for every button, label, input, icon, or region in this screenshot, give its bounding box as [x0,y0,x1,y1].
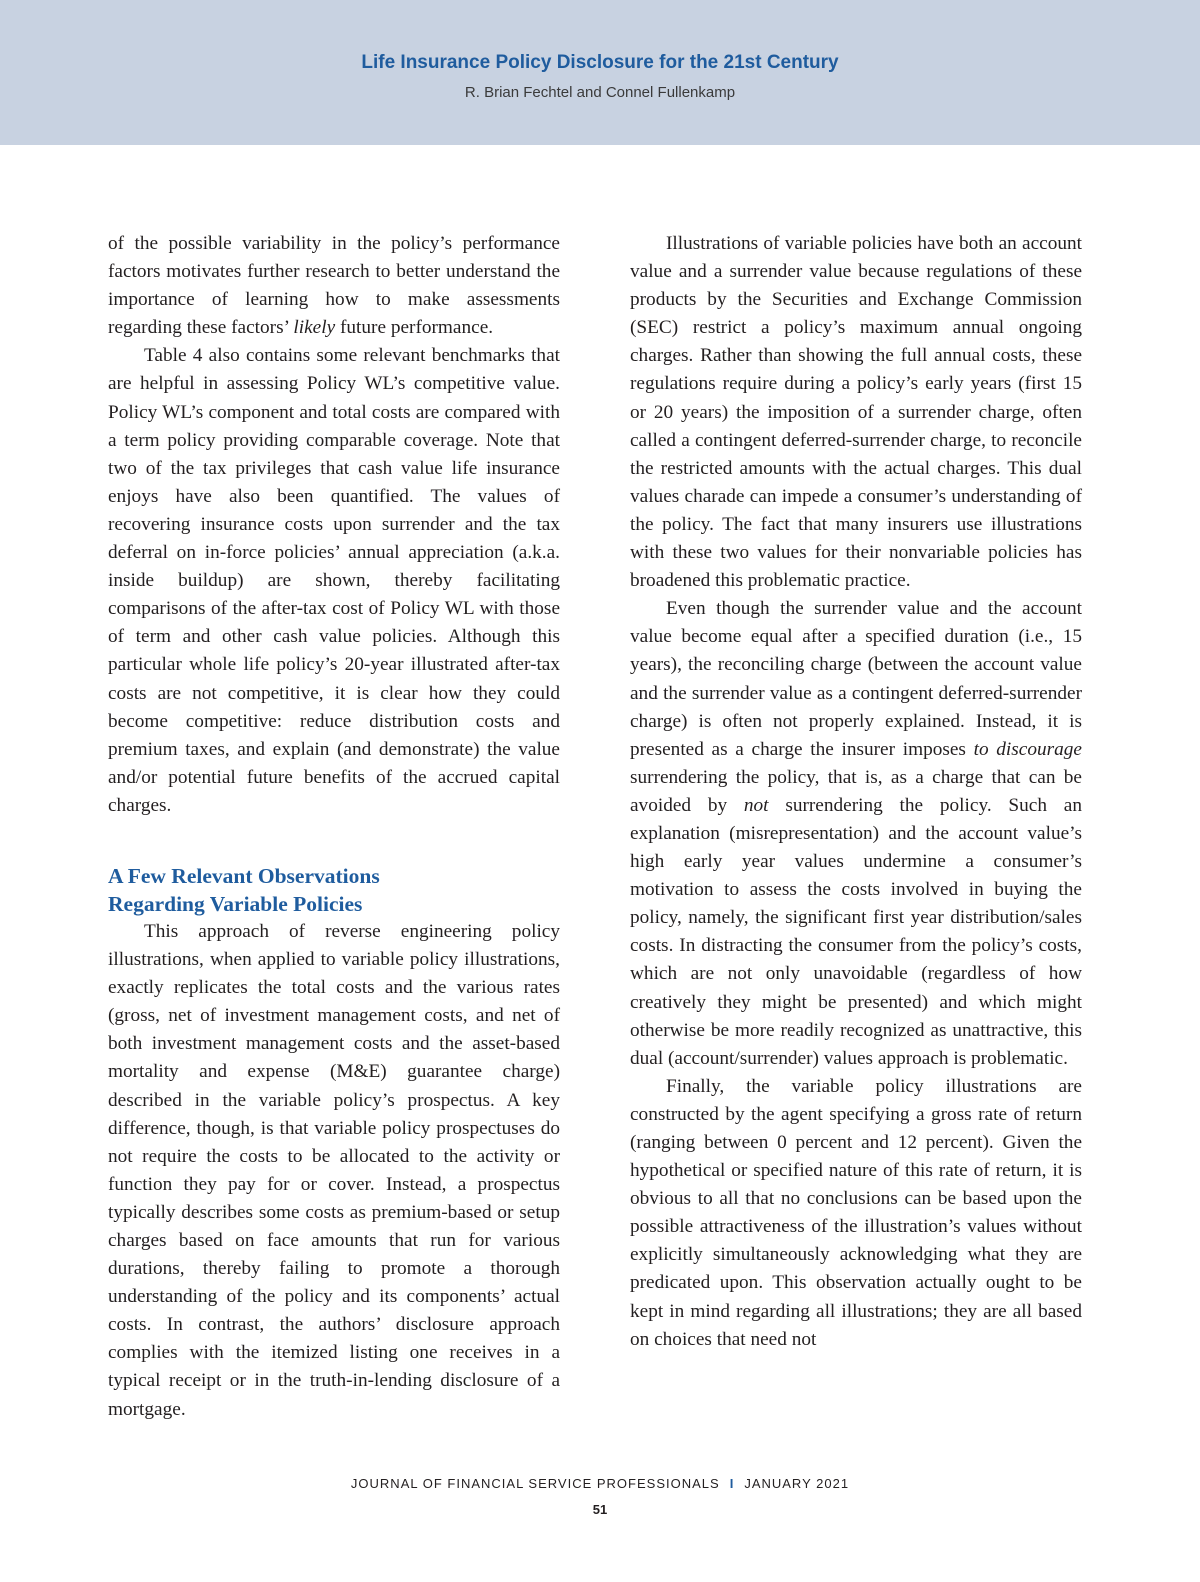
page-number: 51 [592,1502,608,1517]
left-column [108,230,560,1424]
article-authors: R. Brian Fechtel and Connel Fullenkamp [464,84,736,101]
left-paragraph-2: Table 4 also contains some relevant benchmarks that are helpful in assessing Policy WL’s competitive value. Policy WL’s component and total costs are compared with a term policy providing comparable coverage. Note that two of the tax privileges that cash value life insurance enjoys have also been quantified. The values of recovering insurance costs upon surrender and the tax deferral on in-force policies’ annual appreciation (a.k.a. inside buildup) are shown, thereby facilitating comparisons of the after-tax cost of Policy WL with those of term and other cash value policies. Although this particular whole life policy’s 20-year illustrated after-tax costs are not competitive, it is clear how they could become competitive: reduce distribution costs and premium taxes, and explain (and demonstrate) the value and/or potential future benefits of the accrued capital charges. [108,345,560,816]
article-title: Life Insurance Policy Disclosure for the 21st Century [361,52,839,73]
left-paragraph-1: of the possible variability in the policy’s performance factors motivates further research to better understand the importance of learning how to make assessments regarding these factors’ likely future performance. [108,233,560,339]
emphasis-likely: likely [293,317,336,339]
footer-journal-line [0,1476,1200,1491]
journal-name: JOURNAL OF FINANCIAL SERVICE PROFESSIONALS [350,1476,720,1491]
right-column [630,230,1082,1354]
left-paragraph-3: This approach of reverse engineering policy illustrations, when applied to variable policy illustrations, exactly replicates the total costs and the various rates (gross, net of investment management costs, and net of both investment management costs and the asset-based mortality and expense (M&E) guarantee charge) described in the variable policy’s prospectus. A key difference, though, is that variable policy prospectuses do not require the costs to be allocated to the activity or function they pay for or cover. Instead, a prospectus typically describes some costs as premium-based or setup charges based on face amounts that run for various durations, thereby failing to promote a thorough understanding of the policy and its components’ actual costs. In contrast, the authors’ disclosure approach complies with the itemized listing one receives in a typical receipt or in the truth-in-lending disclosure of a mortgage. [108,920,560,1420]
right-paragraph-1: Illustrations of variable policies have both an account value and a surrender value because regulations of these products by the Securities and Exchange Commission (SEC) restrict a policy’s maximum annual ongoing charges. Rather than showing the full annual costs, these regulations require during a policy’s early years (first 15 or 20 years) the imposition of a surrender charge, often called a contingent deferred-surrender charge, to reconcile the restricted amounts with the actual charges. This dual values charade can impede a consumer’s understanding of the policy. The fact that many insurers use illustrations with these two values for their nonvariable policies has broadened this problematic practice. [630,233,1082,592]
issue-date: JANUARY 2021 [744,1476,850,1491]
section-heading: A Few Relevant Observations Regarding Variable Policies [108,863,380,916]
header-band [0,0,1200,145]
footer-separator: I [729,1476,735,1491]
emphasis-to-discourage: to discourage [973,738,1082,760]
right-paragraph-3: Finally, the variable policy illustrations are constructed by the agent specifying a gross rate of return (ranging between 0 percent and 12 percent). Given the hypothetical or specified nature of this rate of return, it is obvious to all that no conclusions can be based upon the possible attractiveness of the illustration’s values without explicitly simultaneously acknowledging what they are predicated upon. This observation actually ought to be kept in mind regarding all illustrations; they are all based on choices that need not [630,1075,1082,1350]
right-paragraph-2: Even though the surrender value and the account value become equal after a specified duration (i.e., 15 years), the reconciling charge (between the account value and the surrender value as a contingent deferred-surrender charge) is often not properly explained. Instead, it is presented as a charge the insurer imposes to discourage surrendering the policy, that is, as a charge that can be avoided by not surrendering the policy. Such an explanation (misrepresentation) and the account value’s high early year values undermine a consumer’s motivation to assess the costs involved in buying the policy, namely, the significant first year distribution/sales costs. In distracting the consumer from the policy’s costs, which are not only unavoidable (regardless of how creatively they might be presented) and which might otherwise be more readily recognized as unattractive, this dual (account/surrender) values approach is problematic. [630,598,1082,1069]
emphasis-not: not [743,794,769,816]
